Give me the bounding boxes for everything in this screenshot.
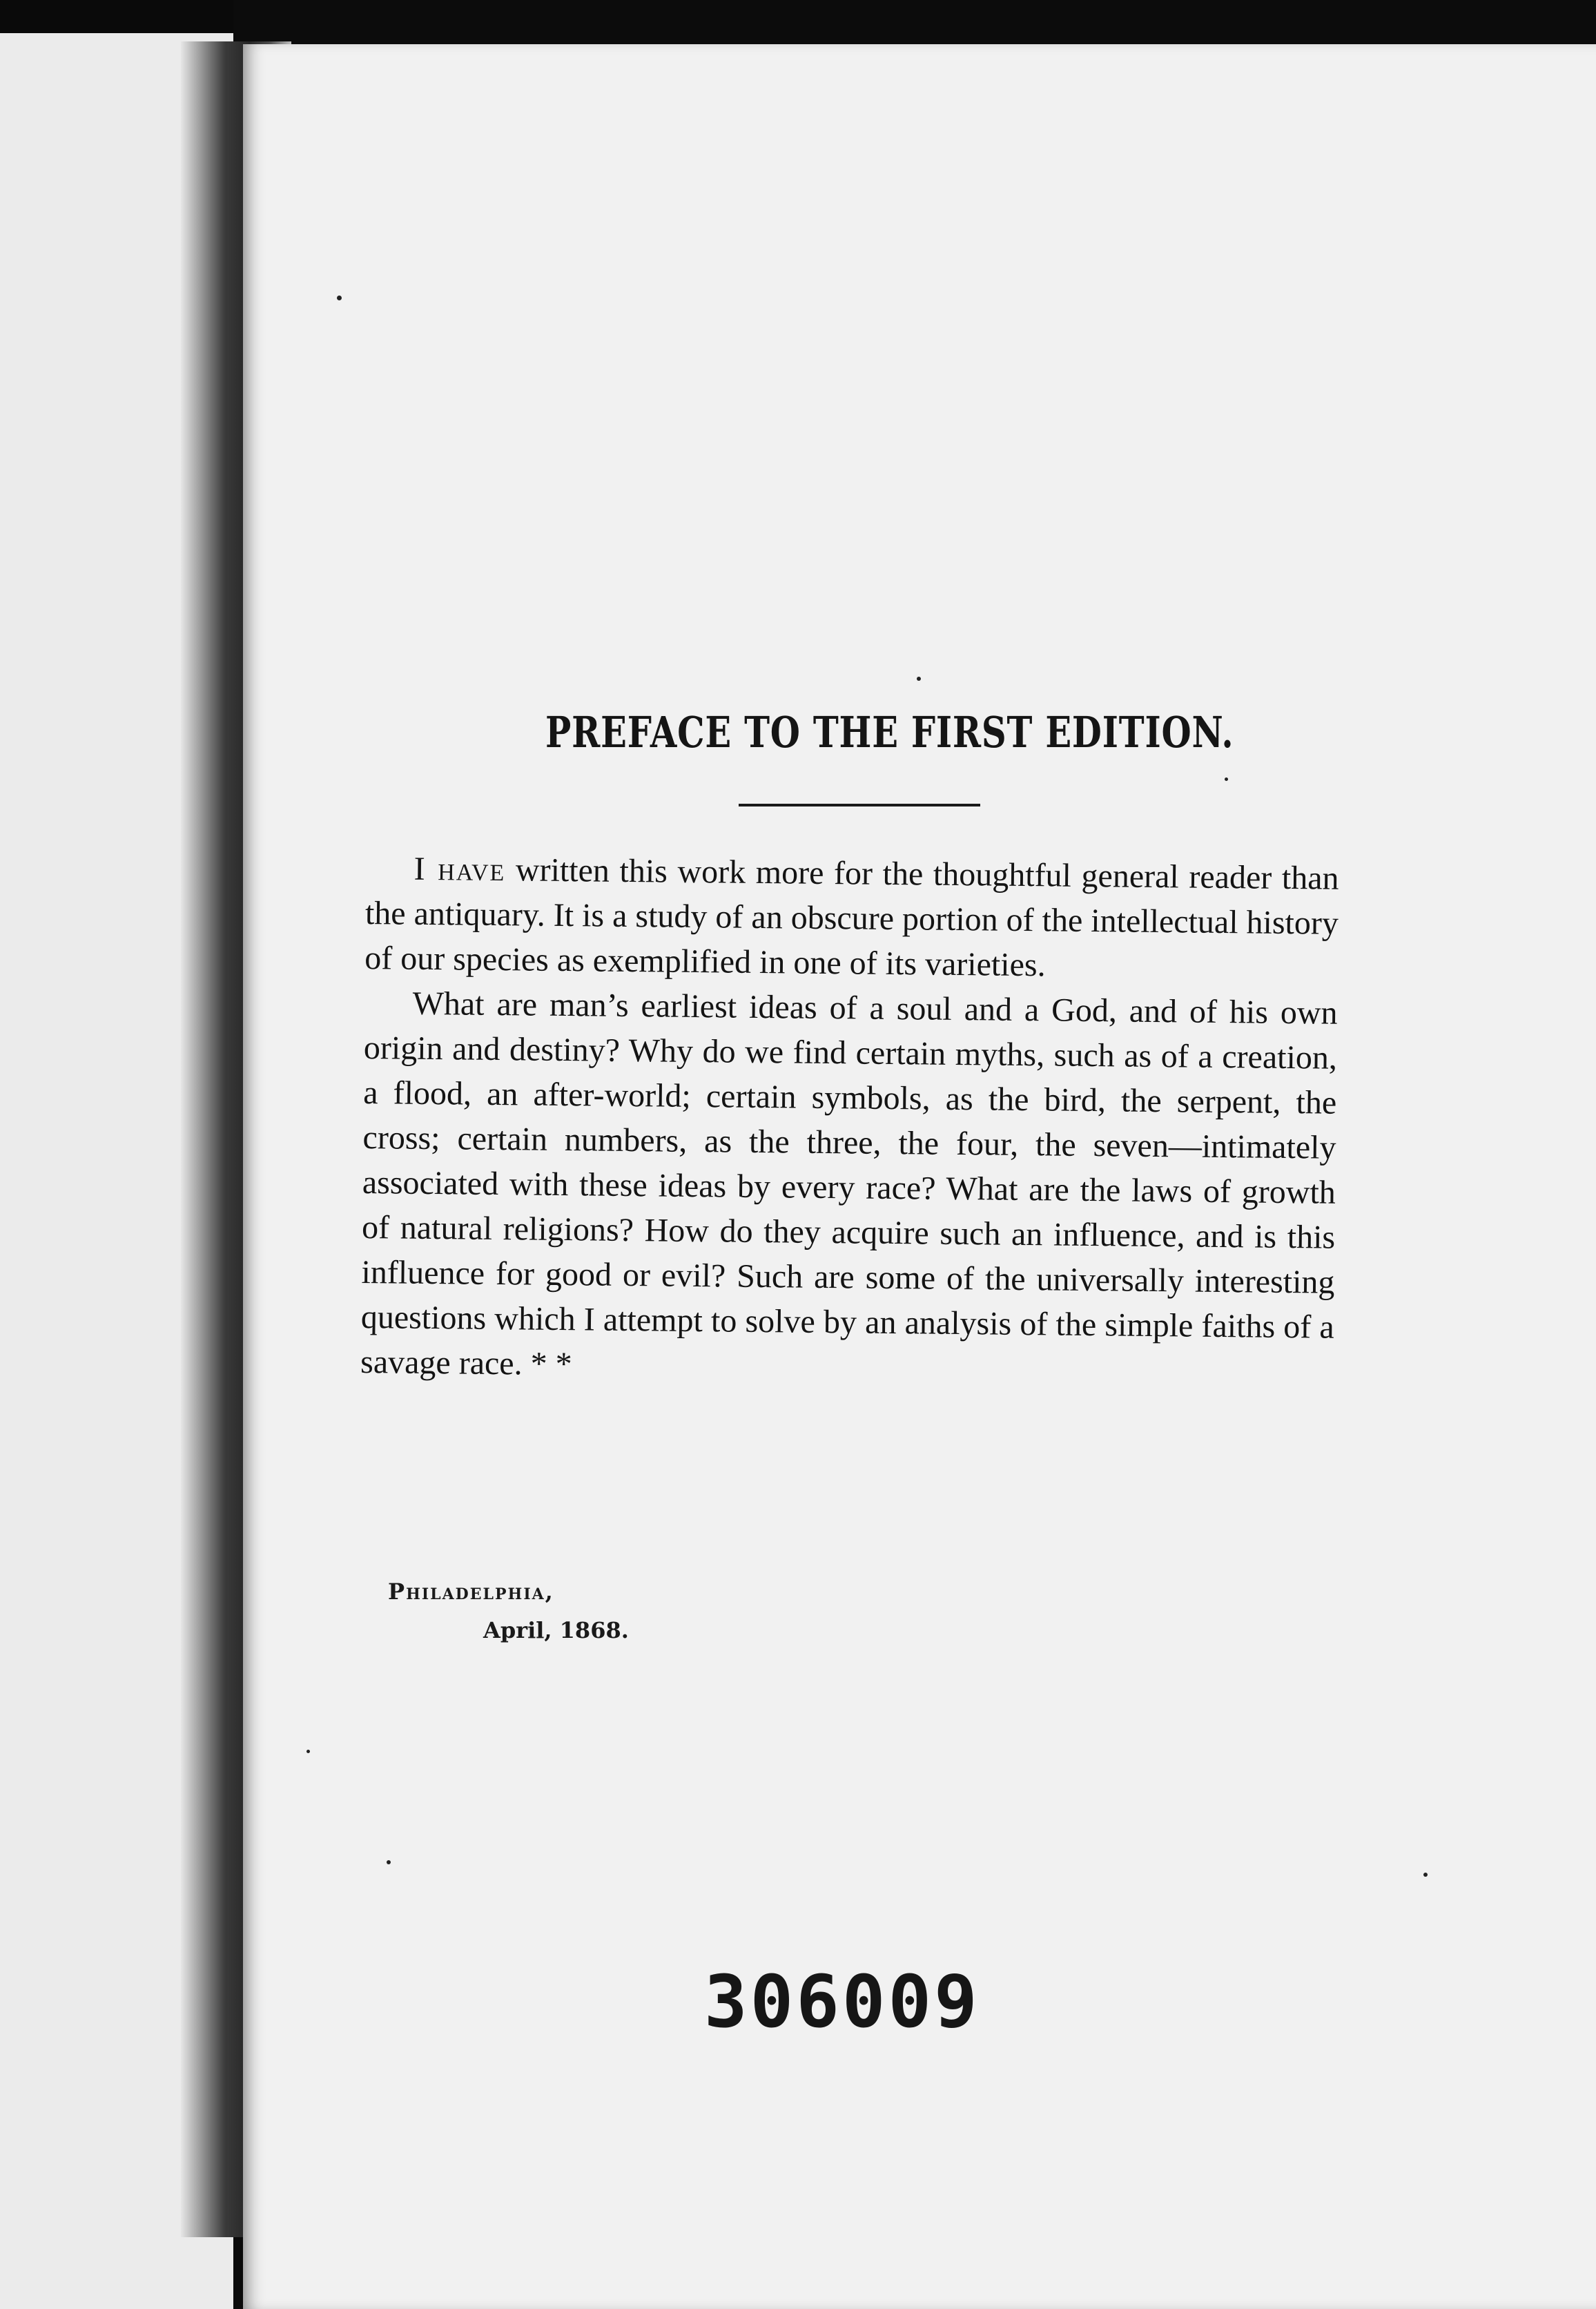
accession-stamp: 306009 — [704, 1960, 980, 2044]
page-title: PREFACE TO THE FIRST EDITION. — [545, 707, 1234, 757]
signoff-date: April, 1868. — [483, 1617, 629, 1643]
signoff-place: Philadelphia, — [388, 1578, 554, 1605]
ink-speck — [1225, 777, 1228, 781]
ink-speck — [306, 1750, 310, 1753]
scan-border — [233, 0, 1596, 48]
paragraph-2: What are man’s earliest ideas of a soul and a God, and of his own origin and destiny? Why do we find certain myths, such as of a creation, a flood, an after-world; certain symbols, as the bird, the serpent, the cross; certain numbers, as the three, the four, the seven—intimately associated with these ideas by every race? What are the laws of growth of natural religions? How do they acquire such an influence, and is this influence for good or evil? Such are some of the universally interesting questions which I attempt to solve by an analysis of the simple faiths of a savage race. * * — [360, 985, 1338, 1383]
ink-speck — [387, 1860, 391, 1864]
paragraph-1 — [364, 846, 1339, 991]
ink-speck — [1423, 1873, 1428, 1877]
ink-speck — [337, 296, 342, 300]
paragraph-1-text: written this work more for the thoughtful general reader than the antiquary. It is a study of an obscure portion of the intellectual history of our species as exemplified in one of its varieties. — [364, 851, 1339, 984]
title-rule — [739, 804, 980, 806]
preface-body — [360, 846, 1339, 1395]
paragraph-1-lead: I have — [413, 850, 506, 889]
ink-speck — [917, 677, 921, 681]
